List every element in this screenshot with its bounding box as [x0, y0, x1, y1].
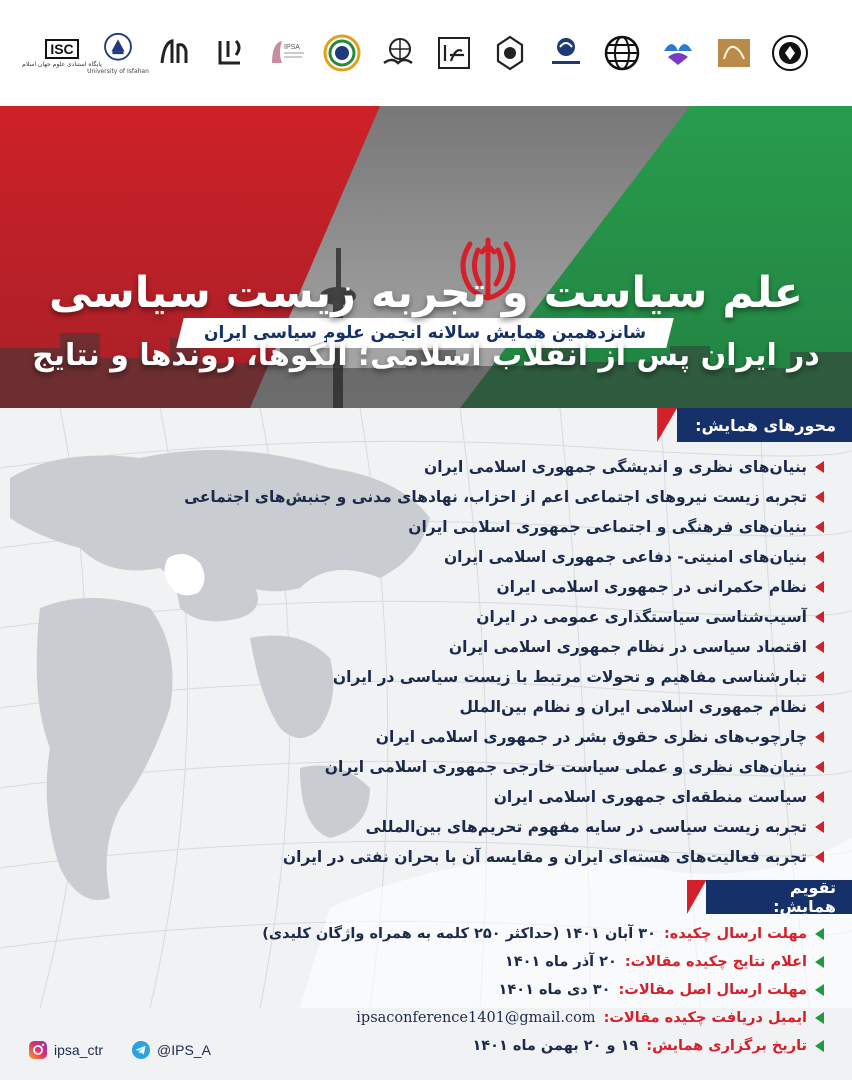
calendar-value: ۳۰ دی ماه ۱۴۰۱ [498, 982, 611, 998]
calendar-list [44, 920, 824, 1060]
red-triangle-bullet-icon [815, 851, 824, 863]
topic-text: نظام حکمرانی در جمهوری اسلامی ایران [496, 578, 807, 596]
topic-text: تجربه زیست نیروهای اجتماعی اعم از احزاب، نهادهای مدنی و جنبش‌های اجتماعی [184, 488, 807, 506]
calendar-label: ایمیل دریافت چکیده مقالات: [603, 1010, 807, 1026]
iran-peace-studies-logo [656, 31, 700, 75]
red-triangle-bullet-icon [815, 581, 824, 593]
globe-book-icon [378, 33, 418, 73]
submission-email-link[interactable]: ipsaconference1401@gmail.com [356, 1010, 596, 1026]
topic-item [124, 632, 824, 662]
ipsa-womens-studies-logo [264, 31, 308, 75]
conference-title-line2: در ایران پس از انقلاب اسلامی؛ الگوها، روندها و نتایج [32, 338, 820, 373]
calendar-value: ۱۹ و ۲۰ بهمن ماه ۱۴۰۱ [472, 1038, 639, 1054]
circular-emblem-icon [322, 33, 362, 73]
conference-title-line1: علم سیاست و تجربه زیست سیاسی [48, 268, 804, 318]
red-triangle-bullet-icon [815, 521, 824, 533]
topic-text: آسیب‌شناسی سیاستگذاری عمومی در ایران [476, 608, 807, 626]
green-triangle-bullet-icon [815, 928, 824, 940]
calendar-label: مهلت ارسال چکیده: [663, 926, 807, 942]
green-triangle-bullet-icon [815, 984, 824, 996]
calligraphy-logo-1 [152, 31, 196, 75]
world-globe-logo [600, 31, 644, 75]
circular-emblem-logo [320, 31, 364, 75]
calendar-label: مهلت ارسال اصل مقالات: [618, 982, 807, 998]
telegram-handle: @IPS_A [157, 1042, 211, 1058]
calligraphy-mark-icon [154, 33, 194, 73]
red-triangle-bullet-icon [815, 551, 824, 563]
svg-text:IPSA: IPSA [284, 44, 300, 51]
green-triangle-bullet-icon [815, 1012, 824, 1024]
isc-logo-subtitle: پایگاه استنادی علوم جهان اسلام [22, 60, 102, 68]
topic-text: اقتصاد سیاسی در نظام جمهوری اسلامی ایران [448, 638, 807, 656]
calendar-item-abstract-results [44, 948, 824, 976]
topic-item [124, 572, 824, 602]
social-footer [28, 1040, 211, 1060]
calligraphy-mark-icon [210, 33, 250, 73]
calligraphy-logo-2 [208, 31, 252, 75]
university-isfahan-seal-icon [98, 31, 138, 68]
partner-logo-bar [0, 0, 852, 106]
calendar-item-email [44, 1004, 824, 1032]
institute-logo [488, 31, 532, 75]
calendar-value: ۲۰ آذر ماه ۱۴۰۱ [504, 954, 617, 970]
womens-studies-icon [266, 33, 306, 73]
topic-item [124, 782, 824, 812]
topic-item [124, 542, 824, 572]
green-triangle-bullet-icon [815, 956, 824, 968]
calendar-label: اعلام نتایج چکیده مقالات: [624, 954, 807, 970]
red-triangle-bullet-icon [815, 761, 824, 773]
topic-text: بنیان‌های امنیتی- دفاعی جمهوری اسلامی ایران [443, 548, 807, 566]
green-triangle-bullet-icon [815, 1040, 824, 1052]
red-triangle-bullet-icon [815, 461, 824, 473]
topic-item [124, 662, 824, 692]
institute-emblem-icon [490, 33, 530, 73]
red-triangle-bullet-icon [815, 491, 824, 503]
ipsa-round-logo [768, 31, 812, 75]
red-triangle-bullet-icon [815, 641, 824, 653]
calendar-value: ۳۰ آبان ۱۴۰۱ (حداکثر ۲۵۰ کلمه به همراه واژگان کلیدی) [262, 926, 656, 942]
topic-item [124, 452, 824, 482]
globe-book-logo [376, 31, 420, 75]
telegram-icon [131, 1040, 151, 1060]
topic-text: بنیان‌های نظری و عملی سیاست خارجی جمهوری اسلامی ایران [324, 758, 807, 776]
red-triangle-bullet-icon [815, 791, 824, 803]
red-triangle-bullet-icon [815, 671, 824, 683]
topic-item [124, 842, 824, 872]
topic-text: تجربه زیست سیاسی در سایه مفهوم تحریم‌های بین‌المللی [365, 818, 807, 836]
calendar-item-abstract-deadline [44, 920, 824, 948]
topics-list [124, 452, 824, 872]
topics-section-header [637, 408, 852, 442]
topic-item [124, 722, 824, 752]
telegram-link[interactable] [131, 1040, 211, 1060]
calendar-label: تاریخ برگزاری همایش: [646, 1038, 807, 1054]
isc-logo [22, 31, 102, 75]
topic-item [124, 812, 824, 842]
topic-text: بنیان‌های فرهنگی و اجتماعی جمهوری اسلامی ایران [408, 518, 807, 536]
header-red-wedge [687, 880, 706, 914]
instagram-handle: ipsa_ctr [54, 1042, 104, 1058]
calendar-section-header [687, 880, 852, 914]
topic-item [124, 692, 824, 722]
calligraphy-square-logo [432, 31, 476, 75]
red-triangle-bullet-icon [815, 731, 824, 743]
topic-text: نظام جمهوری اسلامی ایران و نظام بین‌الملل [459, 698, 807, 716]
topic-text: سیاست منطقه‌ای جمهوری اسلامی ایران [493, 788, 807, 806]
world-globe-icon [602, 33, 642, 73]
topic-text: چارچوب‌های نظری حقوق بشر در جمهوری اسلامی ایران [375, 728, 807, 746]
gold-calligraphy-logo [712, 31, 756, 75]
instagram-link[interactable] [28, 1040, 103, 1060]
topic-text: بنیان‌های نظری و اندیشگی جمهوری اسلامی ایران [423, 458, 807, 476]
calendar-header-label: تقویم همایش: [706, 880, 852, 914]
university-isfahan-subtitle: University of Isfahan [87, 68, 149, 75]
university-isfahan-logo [87, 31, 149, 75]
isc-logo-text: ISC [45, 39, 78, 59]
topic-item [124, 602, 824, 632]
header-red-wedge [657, 408, 677, 442]
topic-text: تبارشناسی مفاهیم و تحولات مرتبط با زیست سیاسی در ایران [332, 668, 807, 686]
peace-studies-icon [658, 33, 698, 73]
calligraphy-square-icon [434, 33, 474, 73]
red-triangle-bullet-icon [815, 701, 824, 713]
pajoheshkadeh-emblem-icon [546, 33, 586, 73]
calendar-item-paper-deadline [44, 976, 824, 1004]
topic-text: تجربه فعالیت‌های هسته‌ای ایران و مقایسه آن با بحران نفتی در ایران [282, 848, 807, 866]
pajoheshkadeh-logo [544, 31, 588, 75]
instagram-icon [28, 1040, 48, 1060]
topic-item [124, 482, 824, 512]
ipsa-seal-icon [770, 33, 810, 73]
topics-header-label: محورهای همایش: [677, 408, 852, 442]
red-triangle-bullet-icon [815, 821, 824, 833]
conference-subtitle-text: شانزدهمین همایش سالانه انجمن علوم سیاسی ایران [203, 323, 647, 343]
topic-item [124, 752, 824, 782]
topic-item [124, 512, 824, 542]
red-triangle-bullet-icon [815, 611, 824, 623]
gold-calligraphy-icon [714, 33, 754, 73]
